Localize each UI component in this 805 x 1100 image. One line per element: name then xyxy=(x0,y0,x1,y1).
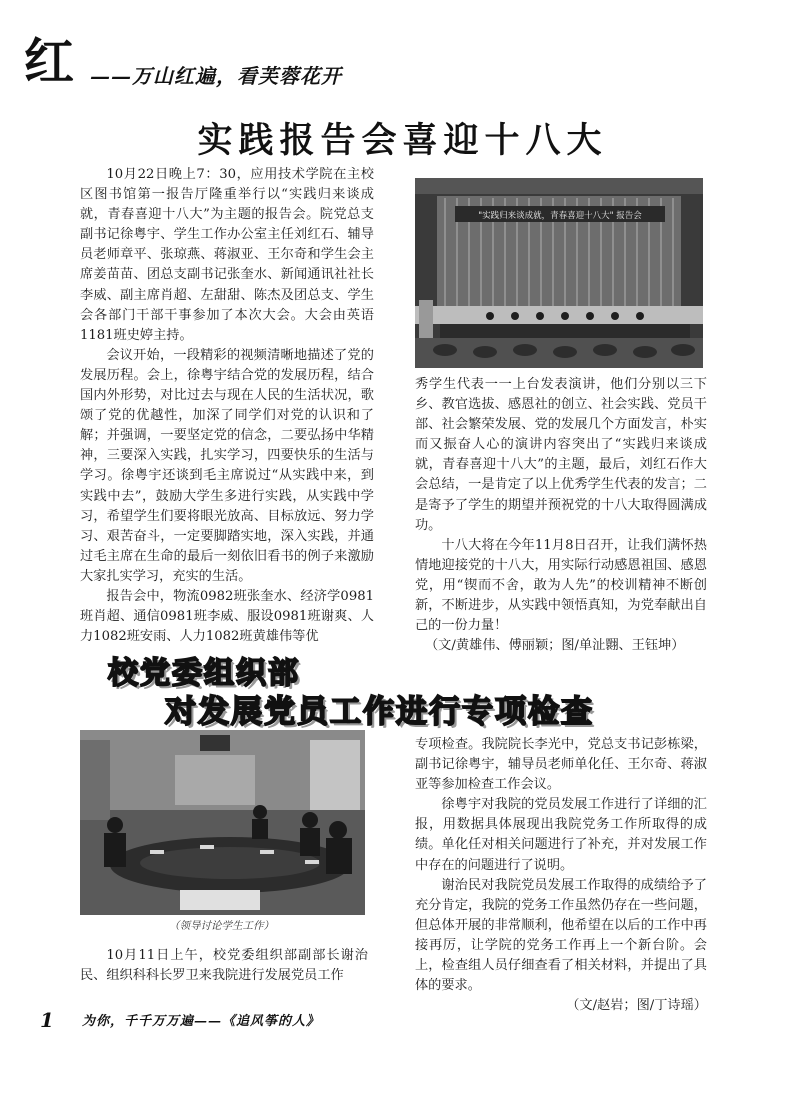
article1-credit: （文/黄雄伟、傅丽颖；图/单沚翾、王钰坤） xyxy=(425,638,685,654)
article1-paragraph: 秀学生代表一一上台发表演讲，他们分别以三下乡、教官选拔、感恩社的创立、社会实践、党员干部、社会繁荣发展、党的发展几个方面发言，朴实而又振奋人心的演讲内容突出了“实践归来谈成就，青春喜迎十八大”的主题，最后，刘红石作大会总结，一是肯定了以上优秀学生代表的发言；二是寄予了学生的期望并预祝党的十八大取得圆满成功。 xyxy=(415,377,707,533)
article2-paragraph: 10月11日上午，校党委组织部副部长谢治民、组织科科长罗卫来我院进行发展党员工作 xyxy=(80,948,368,984)
article1-paragraph: 报告会中，物流0982班张奎水、经济学0981班肖超、通信0981班李威、服设0981班谢爽、人力1082班安雨、人力1082班黄雄伟等优 xyxy=(80,588,374,645)
article1-paragraph: 10月22日晚上7：30，应用技术学院在主校区图书馆第一报告厅隆重举行以“实践归来谈成就，青春喜迎十八大”为主题的报告会。院党总支副书记徐粤宇、学生工作办公室主任刘红石、辅导员老师章平、张琼燕、蒋淑亚、王尔奇和学生会主席姜苗苗、团总支副书记张奎水、新闻通讯社社长李威、副主席肖超、左甜甜、陈杰及团总支、学生会各部门干部干事参加了本次大会。大会由英语1181班史婷主持。 xyxy=(80,167,374,343)
article2-paragraph: 专项检查。我院院长李光中，党总支书记彭栋梁，副书记徐粤宇，辅导员老师单化任、王尔奇、蒋淑亚等参加检查工作会议。 xyxy=(415,737,707,793)
footer-quote: 为你，千千万万遍——《追风筝的人》 xyxy=(82,1014,321,1029)
meeting-illustration xyxy=(80,730,365,915)
article2-paragraph: 徐粤宇对我院的党员发展工作进行了详细的汇报，用数据具体展现出我院党务工作所取得的成绩。单化任对相关问题进行了补充，并对发展工作中存在的问题进行了说明。 xyxy=(415,797,707,873)
section-header-subtitle: ——万山红遍，看芙蓉花开 xyxy=(90,64,342,88)
article2-credit: （文/赵岩；图/丁诗瑶） xyxy=(566,998,707,1014)
section-header-char: 红 xyxy=(24,32,74,91)
report-meeting-photo xyxy=(415,178,703,368)
article2-title-line2: 对发展党员工作进行专项检查 xyxy=(165,694,594,730)
article2-title-line1: 校党委组织部 xyxy=(108,656,300,691)
article1-paragraph: 会议开始，一段精彩的视频清晰地描述了党的发展历程。会上，徐粤宇结合党的发展历程，结合国内外形势，对比过去与现在人民的生活状况，歌颂了党的优越性，加深了同学们对党的认识和了解；并强调，一要坚定党的信念，二要弘扬中华精神，三要深入实践，扎实学习，四要快乐的生活与学习。徐粤宇还谈到毛主席说过“从实践中来，到实践中去”，鼓励大学生多进行实践，从实践中学习，希望学生们要将眼光放高、目标放远、努力学习、艰苦奋斗，一定要脚踏实地，深入实践，并通过毛主席在生命的最后一刻依旧看书的例子来激励大家扎实学习，充实的生活。 xyxy=(80,347,374,584)
stage-banner-text: "实践归来谈成就，青春喜迎十八大" 报告会 xyxy=(478,211,642,221)
article2-column-right xyxy=(415,735,707,1016)
article1-title: 实践报告会喜迎十八大 xyxy=(197,120,608,161)
photo-caption: （领导讨论学生工作） xyxy=(169,920,274,932)
meeting-photo xyxy=(80,730,365,915)
article1-column-left xyxy=(80,165,374,647)
article1-paragraph: 十八大将在今年11月8日召开，让我们满怀热情地迎接党的十八大，用实际行动感恩祖国、感恩党，用“锲而不舍，敢为人先”的校训精神不断创新，不断进步，从实践中领悟真知，为党奉献出自己的一份力量！ xyxy=(415,537,707,634)
auditorium-illustration xyxy=(415,178,703,368)
article2-column-left xyxy=(80,946,368,986)
page-number: 1 xyxy=(40,1008,54,1032)
article1-column-right xyxy=(415,375,707,656)
article2-paragraph: 谢治民对我院党员发展工作取得的成绩给予了充分肯定，我院的党务工作虽然仍存在一些问题，但总体开展的非常顺利，他希望在以后的工作中再接再厉，让学院的党务工作再上一个新台阶。会上，检查组人员仔细查看了相关材料，并提出了具体的要求。 xyxy=(415,877,707,994)
